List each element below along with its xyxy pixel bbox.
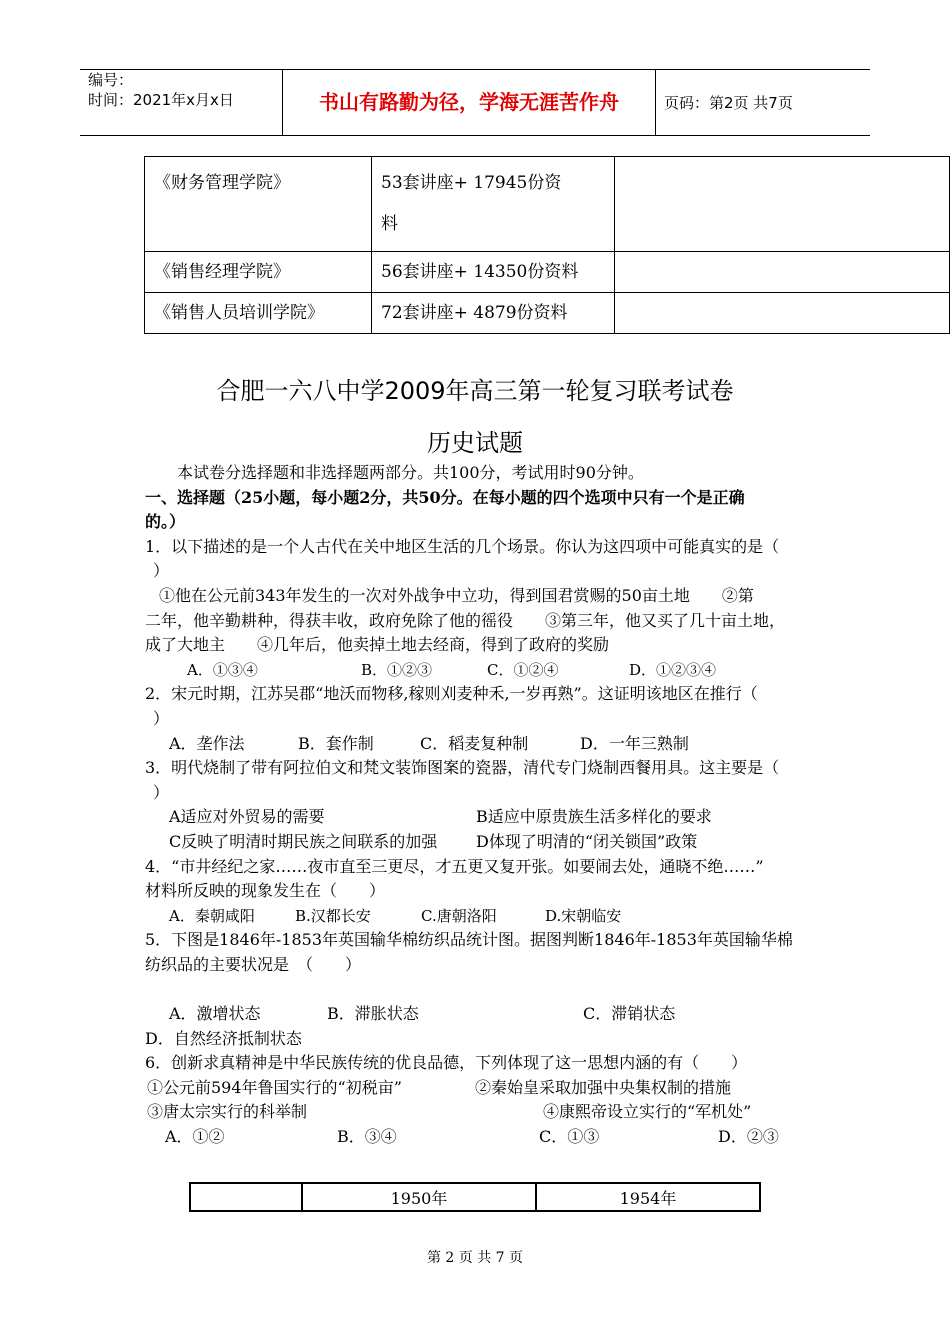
header-number: 编号： (88, 71, 134, 89)
question-line: 6．创新求真精神是中华民族传统的优良品德，下列体现了这一思想内涵的有（ ） (145, 1053, 748, 1073)
option: B适应中原贵族生活多样化的要求 (476, 807, 712, 827)
page-footer: 第 2 页 共 7 页 (426, 1250, 524, 1266)
option: C．稻麦复种制 (420, 733, 529, 753)
option: C.唐朝洛阳 (421, 906, 497, 925)
question-line: 2．宋元时期，江苏吴郡“地沃而物移,稼则刈麦种禾,一岁再熟”。这证明该地区在推行（ (145, 684, 758, 704)
option: C．①③ (539, 1127, 600, 1147)
catalog-table (144, 156, 950, 334)
question-line: ） (153, 782, 170, 802)
option: D．一年三熟制 (580, 733, 689, 753)
question-line: 4．“市井经纪之家……夜市直至三更尽，才五更又复开张。如要闹去处，通晓不绝……” (145, 856, 764, 876)
option: B．套作制 (298, 733, 374, 753)
table-row (145, 293, 950, 334)
table-cell (615, 157, 950, 252)
option: D．①②③④ (629, 660, 717, 679)
question-line: 成了大地主 ④几年后，他卖掉土地去经商，得到了政府的奖励 (145, 635, 610, 655)
option: B．①②③ (361, 660, 433, 679)
question-line: ） (153, 561, 170, 581)
exam-title: 合肥一六八中学2009年高三第一轮复习联考试卷 (216, 377, 734, 405)
options-row (145, 830, 815, 855)
section-heading-cont: 的。） (145, 512, 186, 532)
table-row (145, 252, 950, 293)
statement: ②秦始皇采取加强中央集权制的措施 (475, 1077, 732, 1097)
question-line: 材料所反映的现象发生在（ ） (145, 881, 386, 901)
exam-body (145, 461, 815, 1150)
question-line: 二年，他辛勤耕种，得获丰收，政府免除了他的徭役 ③第三年，他又买了几十亩土地， (145, 610, 786, 630)
intro-text: 本试卷分选择题和非选择题两部分。共100分，考试用时90分钟。 (177, 463, 644, 482)
option: C．滞销状态 (583, 1004, 676, 1024)
table-cell: 72套讲座+ 4879份资料 (372, 293, 615, 334)
question-line: 1．以下描述的是一个人古代在关中地区生活的几个场景。你认为这四项中可能真实的是（ (145, 536, 780, 556)
option: D．自然经济抵制状态 (145, 1028, 302, 1048)
header-divider-left (282, 69, 283, 135)
options-row (145, 904, 815, 929)
header-divider-right (655, 69, 656, 135)
options-row (145, 1076, 815, 1101)
table-cell: 《销售人员培训学院》 (145, 293, 372, 334)
table-cell (372, 157, 615, 252)
options-row (145, 1100, 815, 1125)
option: A．垄作法 (169, 733, 245, 753)
option: D.宋朝临安 (545, 906, 622, 925)
statement: ①公元前594年鲁国实行的“初税亩” (147, 1077, 402, 1097)
exam-subtitle: 历史试题 (427, 429, 523, 457)
header-motto: 书山有路勤为径，学海无涯苦作舟 (319, 90, 619, 114)
options-row (145, 1002, 815, 1027)
table-cell: 1950年 (302, 1183, 536, 1211)
option: C反映了明清时期民族之间联系的加强 (169, 831, 438, 851)
table-cell: 1954年 (536, 1183, 760, 1211)
question-line: 纺织品的主要状况是 （ ） (145, 954, 362, 974)
header-page: 页码：第2页 共7页 (664, 94, 793, 112)
table-cell (615, 252, 950, 293)
option: D体现了明清的“闭关锁国”政策 (476, 831, 698, 851)
options-row (145, 1125, 815, 1150)
table-cell (615, 293, 950, 334)
option: C．①②④ (487, 660, 559, 679)
chart-gap (145, 977, 815, 1002)
table-cell (190, 1183, 302, 1211)
table-row (190, 1183, 760, 1211)
section-heading: 一、选择题（25小题，每小题2分，共50分。在每小题的四个选项中只有一个是正确 (145, 487, 745, 507)
option: B.汉都长安 (295, 906, 371, 925)
table-cell-line: 53套讲座+ 17945份资 (381, 173, 562, 193)
header-bottom-rule (80, 135, 870, 136)
question-line: ） (153, 708, 170, 728)
option: D．②③ (718, 1127, 779, 1147)
option: B．③④ (337, 1127, 397, 1147)
statement: ③唐太宗实行的科举制 (147, 1102, 308, 1122)
header-meta (88, 70, 234, 110)
option: A．①③④ (187, 660, 258, 679)
table-cell: 《财务管理学院》 (145, 157, 372, 252)
option: A．①② (165, 1127, 225, 1147)
header-time: 时间：2021年x月x日 (88, 91, 234, 109)
data-table (189, 1182, 761, 1212)
options-row (145, 805, 815, 830)
options-row (145, 732, 815, 757)
table-cell: 56套讲座+ 14350份资料 (372, 252, 615, 293)
table-row (145, 157, 950, 252)
option: A适应对外贸易的需要 (169, 807, 325, 827)
question-line: 3．明代烧制了带有阿拉伯文和梵文装饰图案的瓷器，清代专门烧制西餐用具。这主要是（ (145, 758, 780, 778)
option: A．秦朝咸阳 (169, 906, 255, 925)
table-cell: 《销售经理学院》 (145, 252, 372, 293)
option: A．激增状态 (169, 1004, 261, 1024)
statement: ④康熙帝设立实行的“军机处” (543, 1102, 752, 1122)
table-cell-line: 料 (381, 214, 398, 234)
options-row (145, 658, 815, 683)
question-line: ①他在公元前343年发生的一次对外战争中立功，得到国君赏赐的50亩土地 ②第 (159, 585, 754, 605)
option: B．滞胀状态 (327, 1004, 419, 1024)
question-line: 5．下图是1846年-1853年英国输华棉纺织品统计图。据图判断1846年-1853年英国输华棉 (145, 930, 793, 950)
